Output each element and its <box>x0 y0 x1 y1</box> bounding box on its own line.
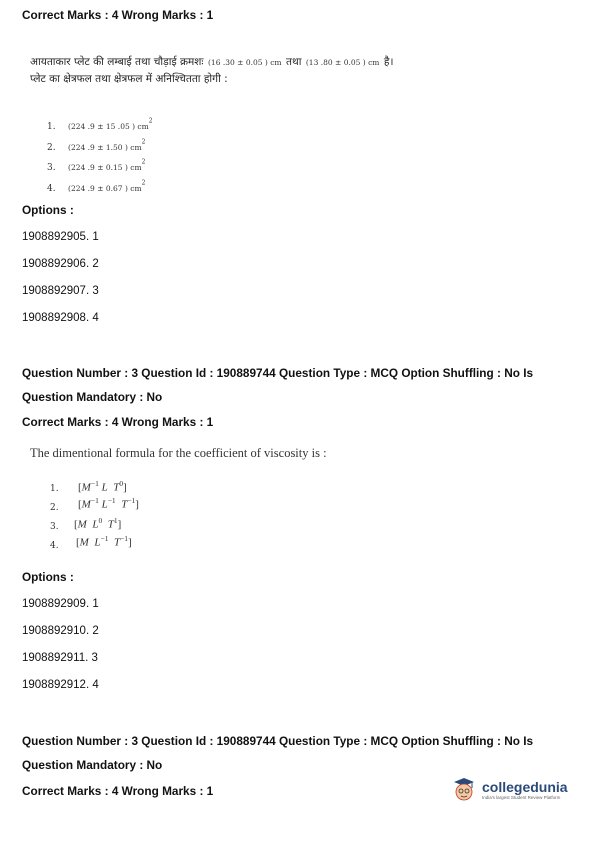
formula-choice-2: [$M^{-1}$ $L^{-1}$ $T^{-1}$] <box>78 496 139 511</box>
mascot-icon <box>452 776 476 802</box>
choice-number: 2. <box>50 503 59 513</box>
hindi-question-line2: प्लेट का क्षेत्रफल तथा क्षेत्रफल में अनिश्चितता होगी : <box>30 73 228 85</box>
collegedunia-logo <box>452 776 568 802</box>
correct-marks-1: Correct Marks : 4 Wrong Marks : 1 <box>22 8 214 22</box>
logo-name: collegedunia <box>482 778 568 795</box>
hindi-text-hai: है। <box>383 56 394 68</box>
choice-number: 4. <box>50 541 59 551</box>
choice-text: (224 .9 ± 1.50 ) cm <box>68 143 142 152</box>
choice-number: 2. <box>47 143 56 153</box>
formula-choice-4: [M $L^{-1}$ $T^{-1}$] <box>76 534 132 549</box>
option-item: 1908892912. 4 <box>22 679 99 691</box>
question-header-2: Question Number : 3 Question Id : 190889744 Question Type : MCQ Option Shuffling : No Is <box>22 366 534 380</box>
choice-number: 1. <box>50 484 59 494</box>
choice-4 <box>47 178 145 196</box>
choice-number: 3. <box>47 163 56 173</box>
option-item: 1908892906. 2 <box>22 258 99 270</box>
correct-marks-3: Correct Marks : 4 Wrong Marks : 1 <box>22 784 214 798</box>
option-item: 1908892907. 3 <box>22 285 99 297</box>
question-mandatory-3: Question Mandatory : No <box>22 758 163 772</box>
choice-3 <box>47 157 145 175</box>
choice-text: (224 .9 ± 0.15 ) cm <box>68 163 142 172</box>
choice-sup: 2 <box>141 179 146 187</box>
choice-number: 3. <box>50 522 59 532</box>
hindi-text-a: आयताकार प्लेट की लम्बाई तथा चौड़ाई क्रमशः <box>30 56 204 68</box>
option-item: 1908892908. 4 <box>22 312 99 324</box>
hindi-value-2: (13 .80 ± 0.05 ) cm <box>305 58 380 67</box>
question-header-3: Question Number : 3 Question Id : 190889744 Question Type : MCQ Option Shuffling : No Is <box>22 734 534 748</box>
options-label-1: Options : <box>22 203 74 217</box>
choice-text: (224 .9 ± 0.67 ) cm <box>68 184 142 193</box>
option-item: 1908892911. 3 <box>22 652 98 664</box>
choice-2 <box>47 137 145 155</box>
hindi-question-line1 <box>30 52 393 70</box>
choice-number: 1. <box>47 122 56 132</box>
choice-number: 4. <box>47 184 56 194</box>
hindi-text-tatha: तथा <box>286 56 302 68</box>
choice-sup: 2 <box>141 138 146 146</box>
choice-text: (224 .9 ± 15 .05 ) cm <box>68 122 149 131</box>
choice-1 <box>47 116 153 134</box>
option-item: 1908892905. 1 <box>22 231 99 243</box>
choice-sup: 2 <box>141 158 146 166</box>
formula-choice-1: [$M^{-1}$ L $T^0$] <box>78 479 127 494</box>
hindi-value-1: (16 .30 ± 0.05 ) cm <box>208 58 282 67</box>
correct-marks-2: Correct Marks : 4 Wrong Marks : 1 <box>22 415 214 429</box>
formula-choice-3: [M $L^0$ $T^1$] <box>74 516 122 531</box>
logo-tagline: India's largest Student Review Platform <box>482 794 561 800</box>
options-label-2: Options : <box>22 570 74 584</box>
option-item: 1908892909. 1 <box>22 598 99 610</box>
question-mandatory-2: Question Mandatory : No <box>22 390 163 404</box>
option-item: 1908892910. 2 <box>22 625 99 637</box>
question-text-2: The dimentional formula for the coefficient of viscosity is : <box>30 446 327 460</box>
choice-sup: 2 <box>148 117 153 125</box>
